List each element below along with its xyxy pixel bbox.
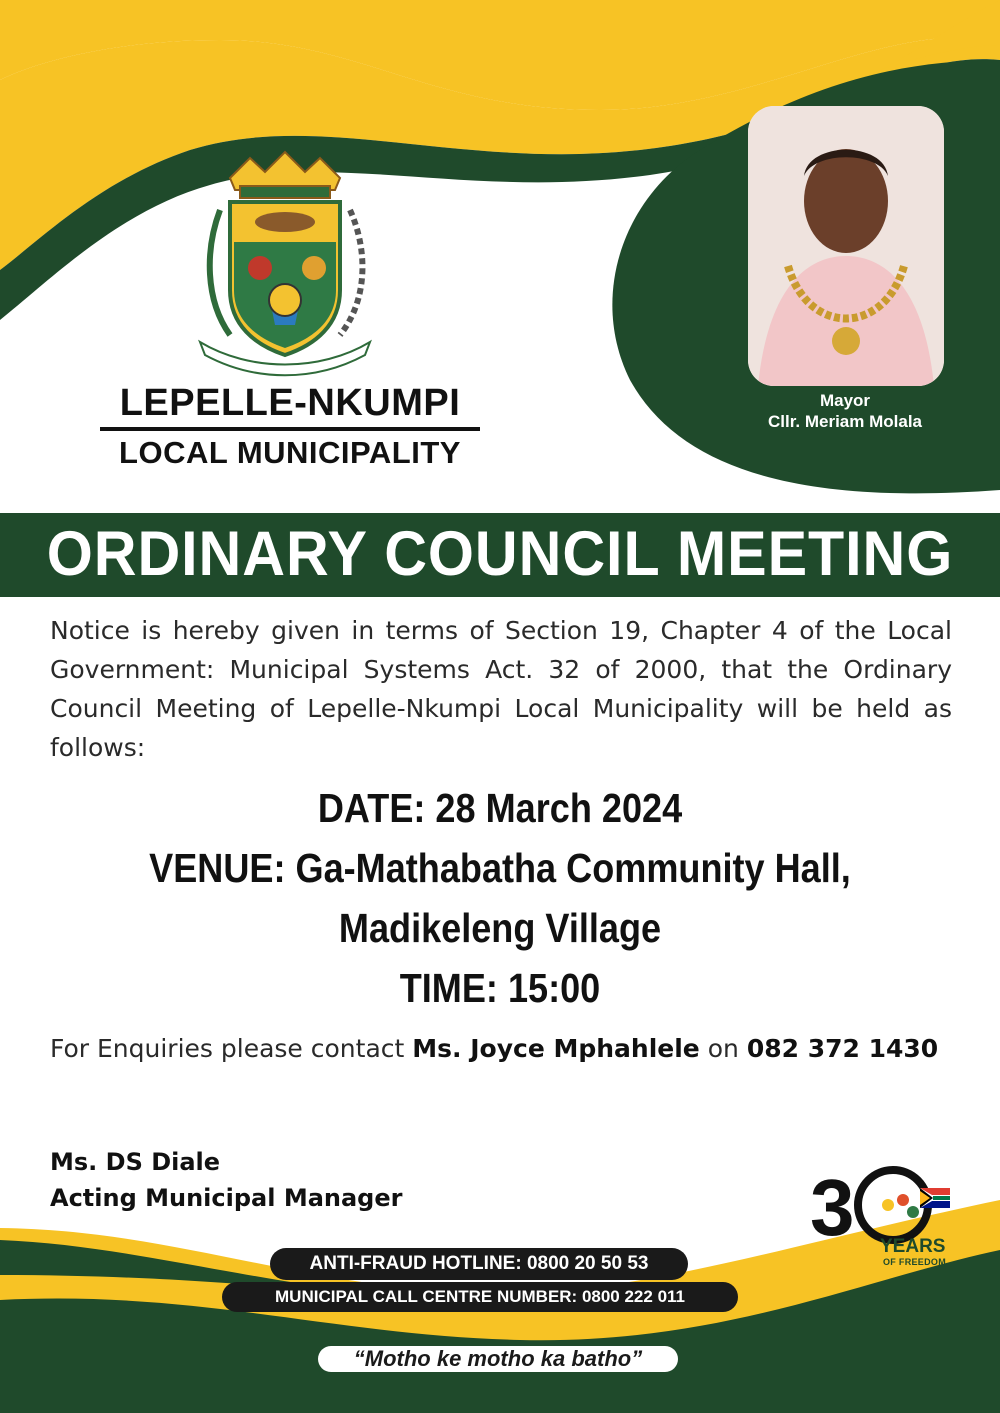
call-centre-number: MUNICIPAL CALL CENTRE NUMBER: 0800 222 011 [222,1282,738,1312]
meeting-time: TIME: 15:00 [399,965,601,1011]
mayor-caption [730,390,960,432]
mayor-photo [748,106,944,386]
signoff-role: Acting Municipal Manager [50,1184,403,1212]
municipality-name-line1: LEPELLE-NKUMPI [100,382,480,431]
meeting-venue-line1: VENUE: Ga-Mathabatha Community Hall, [149,845,851,891]
mayor-name: Cllr. Meriam Molala [768,412,922,431]
anti-fraud-hotline: ANTI-FRAUD HOTLINE: 0800 20 50 53 [270,1248,688,1280]
notice-text: Notice is hereby given in terms of Section 19, Chapter 4 of the Local Government: Municipal Systems Act. 32 of 2000, that the Ordinary Council Meeting of Lepelle-Nkumpi Local Municipality will be held as follows: [50,616,952,762]
enquiry-phone: 082 372 1430 [746,1034,939,1063]
signoff [50,1144,402,1216]
municipality-name-line2: LOCAL MUNICIPALITY [119,435,461,470]
municipality-name [100,382,480,471]
meeting-venue-line2: Madikeleng Village [338,905,662,951]
mayor-title: Mayor [819,391,871,410]
signoff-name: Ms. DS Diale [50,1148,221,1176]
enquiry-contact-name: Ms. Joyce Mphahlele [412,1034,700,1063]
meeting-details [0,778,1000,1018]
meeting-date: DATE: 28 March 2024 [317,785,683,831]
municipal-crest-logo [190,150,380,380]
enquiry-text [50,1029,960,1069]
enquiry-middle: on [699,1034,747,1063]
anniversary-of-freedom: OF FREEDOM [883,1257,946,1267]
municipal-motto: “Motho ke motho ka batho” [318,1346,678,1372]
svg-text:3: 3 [810,1163,855,1252]
anniversary-years: YEARS [880,1236,946,1257]
enquiry-prefix: For Enquiries please contact [50,1034,413,1063]
meeting-title: ORDINARY COUNCIL MEETING [46,519,954,589]
